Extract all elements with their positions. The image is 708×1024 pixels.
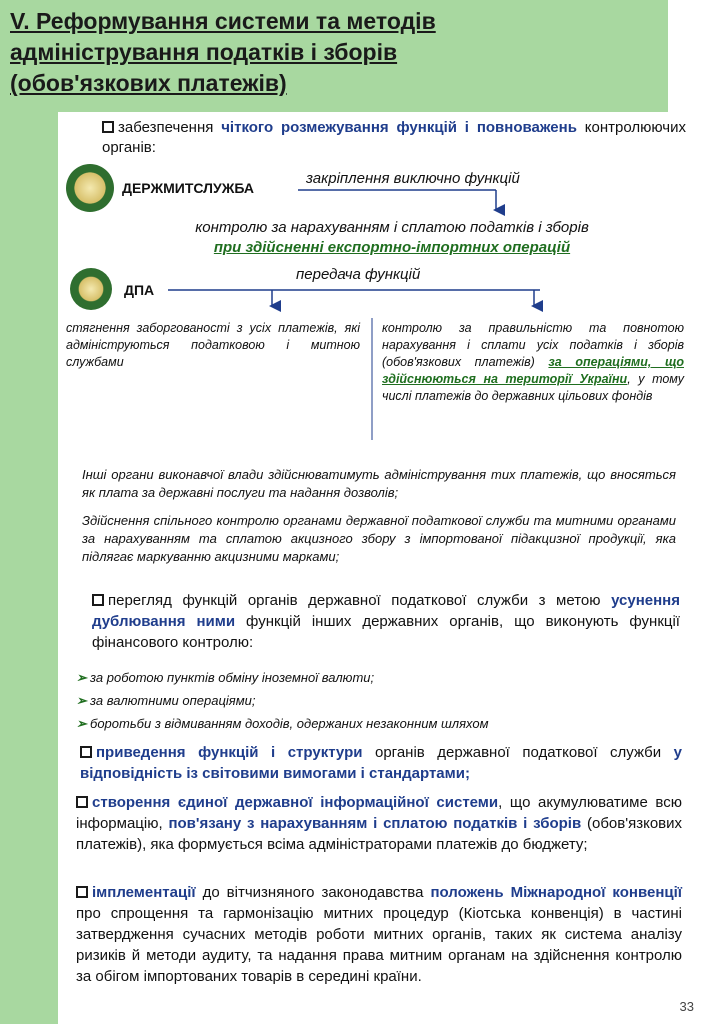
list-item: ➢ за роботою пунктів обміну іноземної валюти; (76, 666, 676, 689)
page-number: 33 (679, 999, 694, 1014)
tick-icon: ➢ (76, 693, 87, 708)
checkbox-icon (76, 886, 88, 898)
title-line-1: V. Реформування системи та методів (10, 8, 436, 34)
bullet-info-system: створення єдиної державної інформаційної системи, що акумулюватиме всю інформацію, пов'язану з нарахуванням і сплатою податків і зборів (обов'язкових платежів), яка формується всіма адміністраторами платежів до бюджету; (76, 794, 683, 853)
tax-emblem-icon (70, 268, 112, 310)
checkbox-icon (76, 796, 88, 808)
bullet-standards: приведення функцій і структури органів державної податкової служби у відповідність із світовими вимогами і стандартами; (80, 744, 683, 782)
title-line-3: (обов'язкових платежів) (10, 70, 287, 96)
checkbox-icon (80, 746, 92, 758)
customs-arrow-text: закріплення виключно функцій (306, 170, 520, 187)
tick-list (76, 666, 676, 735)
list-item: ➢ за валютними операціями; (76, 689, 676, 712)
customs-function: контролю за нарахуванням і сплатою податків і зборів при здійсненні експортно-імпортних операцій (195, 219, 589, 256)
title-line-2: адміністрування податків і зборів (10, 39, 398, 65)
tick-icon: ➢ (76, 670, 87, 685)
note-other-bodies: Інші органи виконавчої влади здійснюватимуть адміністрування тих платежів, що вносяться як плата за державні послуги та надання дозволів; (82, 467, 676, 500)
tick-icon: ➢ (76, 716, 87, 731)
bullet-review: перегляд функцій органів державної податкової служби з метою усунення дублювання ними функцій інших державних органів, що виконують функції фінансового контролю: (92, 592, 680, 651)
tax-right-text: контролю за правильністю та повнотою нарахування і сплати усіх податків і зборів (обов'язкових платежів) за операціями, що здійснюються на території України, у тому числі платежів до державних цільових фондів (382, 321, 684, 403)
customs-label: ДЕРЖМИТСЛУЖБА (122, 180, 254, 196)
tax-left-text: стягнення заборгованості з усіх платежів, які адмініструються податковою і митною службами (66, 321, 360, 369)
customs-emblem-icon (66, 164, 114, 212)
note-joint-control: Здійснення спільного контролю органами державної податкової служби та митними органами за нарахуванням та сплатою акцизного збору з імпортованої підакцизної продукції, яка підлягає маркуванню акцизними марками; (82, 513, 676, 564)
bullet-delimitation: забезпечення чіткого розмежування функцій і повноважень контролюючих органів: (102, 119, 686, 156)
tax-label: ДПА (124, 282, 155, 298)
bullet-kyoto: імплементації до вітчизняного законодавства положень Міжнародної конвенції про спрощення та гармонізацію митних процедур (Кіотська конвенція) в частині затвердження сучасних методів роботи митних органів, таких як система аналізу ризиків й методи аудиту, та надання права митним органам на здійснення контролю за обігом імпортованих товарів в середині країни. (76, 884, 682, 985)
list-item: ➢ боротьби з відмиванням доходів, одержаних незаконним шляхом (76, 712, 676, 735)
checkbox-icon (92, 594, 104, 606)
tax-arrow-text: передача функцій (296, 266, 421, 283)
